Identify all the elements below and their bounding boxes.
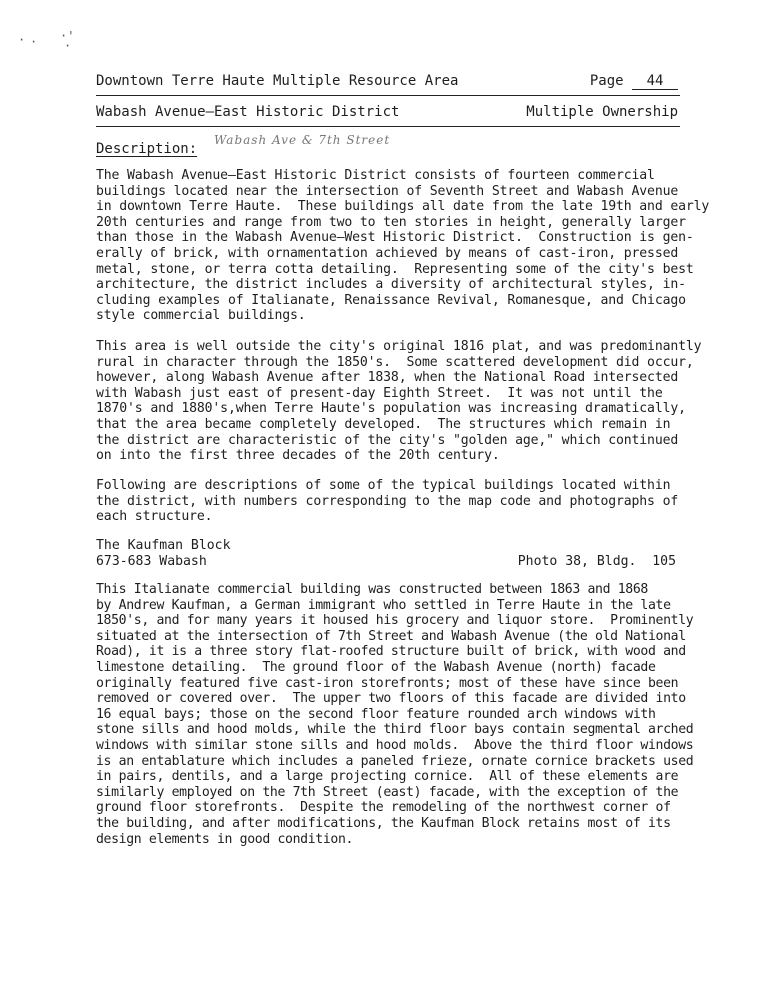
description-heading: Description: [96, 141, 198, 157]
building-name: The Kaufman Block [96, 538, 231, 553]
paragraph-history: This area is well outside the city's original 1816 plat, and was predominantly rural in character through the 1850's. Some scattered development did occur, however, along Wabash Avenue after 1838, when the National Road intersected with Wabash just east of present-day Eighth Street. It was not until the 1870's and 1880's,when Terre Haute's population was increasing dramatically, that the area became completely developed. The structures which remain in the district are characteristic of the city's "golden age," which continued on into the first three decades of the 20th century. [96, 339, 702, 464]
scan-speck: · [64, 39, 72, 53]
paragraph-intro: Following are descriptions of some of the typical buildings located within the district, with numbers corresponding to the map code and photographs of each structure. [96, 478, 679, 525]
page-label: Page [589, 73, 624, 89]
area-title: Downtown Terre Haute Multiple Resource Area [96, 73, 459, 89]
page-indicator [590, 72, 678, 90]
paragraph-kaufman-block: This Italianate commercial building was constructed between 1863 and 1868 by Andrew Kaufman, a German immigrant who settled in Terre Haute in the late 1850's, and for many years it housed his grocery and liquor store. Prominently situated at the intersection of 7th Street and Wabash Avenue (the old National Road), it is a three story flat-roofed structure built of brick, with wood and limestone detailing. The ground floor of the Wabash Avenue (north) facade originally featured five cast-iron storefronts; most of these have since been removed or covered over. The upper two floors of this facade are divided into 16 equal bays; those on the second floor feature rounded arch windows with stone sills and hood molds, while the third floor bays contain segmental arched windows with similar stone sills and hood molds. Above the third floor windows is an entablature which includes a paneled frieze, ornate cornice brackets used in pairs, dentils, and a large projecting cornice. All of these elements are similarly employed on the 7th Street (east) facade, with the exception of the ground floor storefronts. Despite the remodeling of the northwest corner of the building, and after modifications, the Kaufman Block retains most of its design elements in good condition. [96, 582, 694, 847]
header-rule [96, 95, 680, 96]
ownership-label: Multiple Ownership [526, 104, 678, 120]
handwritten-annotation: Wabash Ave & 7th Street [214, 133, 391, 147]
scan-speck: · [18, 33, 26, 47]
building-address: 673-683 Wabash [96, 554, 207, 569]
scan-speck: · [30, 35, 38, 49]
district-title: Wabash Avenue—East Historic District [96, 104, 400, 120]
paragraph-overview: The Wabash Avenue—East Historic District consists of fourteen commercial buildings located near the intersection of Seventh Street and Wabash Avenue in downtown Terre Haute. These buildings all date from the late 19th and early 20th centuries and range from two to ten stories in height, generally larger than those in the Wabash Avenue—West Historic District. Construction is gen- erally of brick, with ornamentation achieved by means of cast-iron, pressed metal, stone, or terra cotta detailing. Representing some of the city's best architecture, the district includes a diversity of architectural styles, in- cluding examples of Italianate, Renaissance Revival, Romanesque, and Chicago style commercial buildings. [96, 168, 710, 324]
header-rule [96, 126, 680, 127]
scan-speck: ·' [60, 29, 75, 43]
page-number: 44 [632, 73, 678, 90]
building-photo-reference: Photo 38, Bldg. 105 [517, 554, 676, 569]
